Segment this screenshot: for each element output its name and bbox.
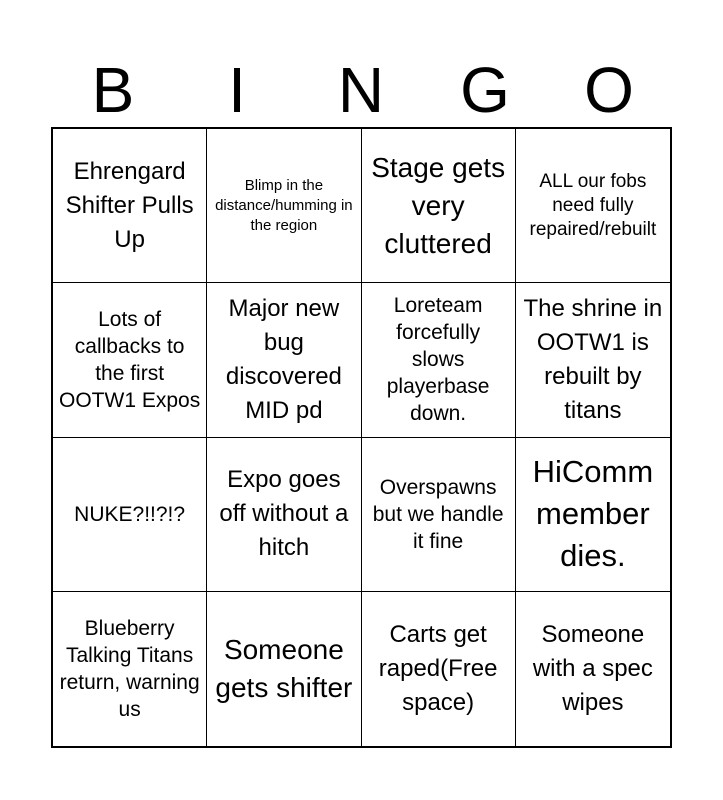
bingo-cell[interactable] [362, 438, 516, 592]
header-letter-n: N [337, 54, 385, 126]
cell-label: Expo goes off without a hitch [219, 466, 349, 562]
cell-label: Stage gets very cluttered [371, 151, 506, 259]
cell-label: Major new bug discovered MID pd [225, 294, 342, 424]
bingo-cell[interactable] [207, 129, 361, 283]
cell-label: Someone gets shifter [215, 633, 353, 703]
bingo-cell[interactable] [362, 129, 516, 283]
header-letter-o: O [584, 54, 634, 126]
bingo-cell[interactable] [207, 283, 361, 437]
bingo-cell[interactable] [362, 283, 516, 437]
bingo-board [51, 127, 672, 748]
cell-label: Blueberry Talking Titans return, warning us [59, 616, 200, 721]
bingo-header [51, 52, 671, 128]
cell-label: Someone with a spec wipes [532, 620, 653, 716]
bingo-cell[interactable] [53, 592, 207, 746]
cell-label: ALL our fobs need fully repaired/rebuilt [529, 170, 657, 240]
bingo-cell[interactable] [53, 438, 207, 592]
cell-label: Overspawns but we handle it fine [372, 475, 504, 553]
bingo-cell[interactable] [516, 283, 670, 437]
bingo-cell[interactable] [207, 438, 361, 592]
bingo-cell[interactable] [53, 129, 207, 283]
header-letter-i: I [228, 54, 246, 126]
header-letter-g: G [460, 54, 510, 126]
bingo-cell[interactable] [516, 592, 670, 746]
header-letter-b: B [91, 54, 135, 126]
bingo-cell[interactable] [516, 438, 670, 592]
bingo-cell[interactable] [53, 283, 207, 437]
bingo-cell[interactable] [516, 129, 670, 283]
cell-label: Blimp in the distance/humming in the region [215, 176, 353, 234]
cell-label: Lots of callbacks to the first OOTW1 Expos [59, 307, 201, 412]
bingo-cell[interactable] [207, 592, 361, 746]
cell-label: The shrine in OOTW1 is rebuilt by titans [523, 294, 663, 424]
cell-label: Ehrengard Shifter Pulls Up [65, 157, 194, 253]
bingo-cell[interactable] [362, 592, 516, 746]
cell-label: NUKE?!!?!? [74, 502, 186, 526]
cell-label: Carts get raped(Free space) [378, 620, 498, 716]
cell-label: Loreteam forcefully slows playerbase down. [386, 294, 490, 426]
cell-label: HiComm member dies. [532, 454, 654, 574]
